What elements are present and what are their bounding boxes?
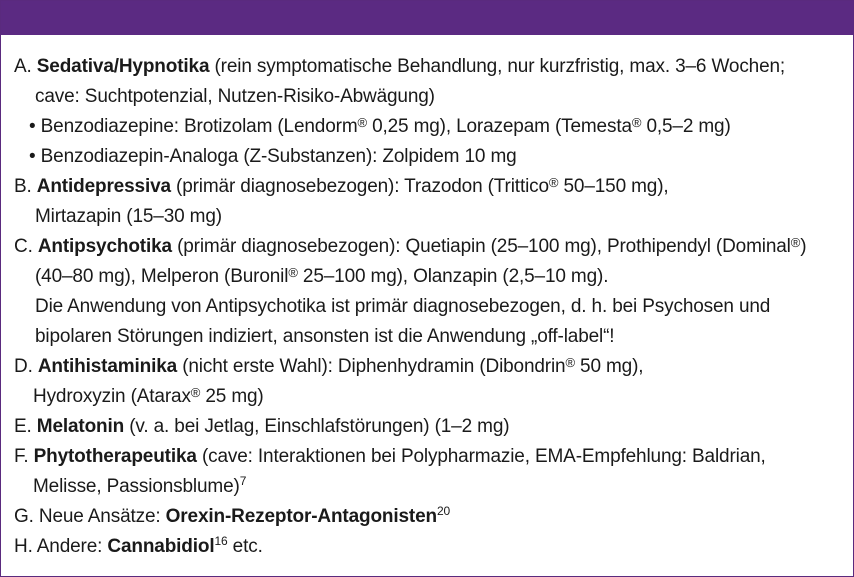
bullet-1-text-end: 0,5–2 mg) [641,116,731,137]
registered-mark: ® [288,265,298,280]
header-bar [1,1,853,35]
item-e-text: (v. a. bei Jetlag, Einschlafstörungen) (1–2 mg) [124,416,510,437]
item-b-line1 [14,175,669,199]
item-c-text-2: (40–80 mg), Melperon (Buronil [35,266,289,287]
item-c-heading: Antipsychotika [37,236,172,257]
item-a-prefix: A. [14,56,37,77]
footnote-ref: 7 [239,474,247,488]
registered-mark: ® [548,175,559,190]
item-d-text: (nicht erste Wahl): Diphenhydramin (Dibondrin [177,356,566,377]
item-f-line1 [14,445,766,469]
item-a-line1 [14,55,785,79]
item-c-line4 [35,325,614,349]
item-d-text-2-end: 25 mg) [200,386,264,407]
item-c-line1 [14,235,806,259]
item-d-line1 [14,355,643,379]
item-c-note-2: bipolaren Störungen indiziert, ansonsten ist die Anwendung „off-label“! [35,326,615,347]
registered-mark: ® [357,115,367,130]
item-b-text-end: 50–150 mg), [558,176,669,197]
item-a-heading: Sedativa/Hypnotika [36,56,210,77]
item-f-text: (cave: Interaktionen bei Polypharmazie, EMA-Empfehlung: Baldrian, [196,446,766,467]
item-e-heading: Melatonin [36,416,125,437]
registered-mark: ® [790,235,801,250]
item-h-heading: Cannabidiol [107,536,215,557]
item-b-text-2: Mirtazapin (15–30 mg) [35,206,222,227]
item-a-text-2: cave: Suchtpotenzial, Nutzen-Risiko-Abwägung) [35,86,435,107]
item-d-prefix: D. [14,356,38,377]
item-f-text-2: Melisse, Passionsblume) [33,476,240,497]
item-a-bullet-2 [29,145,517,169]
item-c-line3 [35,295,770,319]
registered-mark: ® [565,355,575,370]
item-c-note-1: Die Anwendung von Antipsychotika ist primär diagnosebezogen, d. h. bei Psychosen und [35,296,771,317]
registered-mark: ® [190,385,201,400]
item-d-heading: Antihistaminika [37,356,178,377]
item-g-prefix: G. Neue Ansätze: [14,506,166,527]
item-f-heading: Phytotherapeutika [33,446,197,467]
registered-mark: ® [631,115,642,130]
item-f-prefix: F. [14,446,34,467]
item-c-line2 [35,265,608,289]
item-d-line2 [33,385,264,409]
item-d-text-2: Hydroxyzin (Atarax [33,386,191,407]
item-b-text: (primär diagnosebezogen): Trazodon (Trittico [170,176,549,197]
item-c-text: (primär diagnosebezogen): Quetiapin (25–100 mg), Prothipendyl (Dominal [171,236,791,257]
item-c-text-2-end: 25–100 mg), Olanzapin (2,5–10 mg). [297,266,609,287]
item-e-prefix: E. [14,416,37,437]
footnote-ref: 20 [436,504,451,518]
item-b-prefix: B. [14,176,37,197]
item-a-text: (rein symptomatische Behandlung, nur kurzfristig, max. 3–6 Wochen; [209,56,786,77]
item-e-line1 [14,415,509,439]
item-c-prefix: C. [14,236,38,257]
item-f-line2 [33,475,246,499]
item-a-line2 [35,85,435,109]
bullet-1-text: • Benzodiazepine: Brotizolam (Lendorm [29,116,358,137]
item-a-bullet-1 [29,115,731,139]
item-g-line1 [14,505,450,529]
content-area [1,35,853,576]
bullet-2-text: • Benzodiazepin-Analoga (Z-Substanzen): Zolpidem 10 mg [29,146,517,167]
item-d-text-end: 50 mg), [574,356,644,377]
bullet-1-text-mid: 0,25 mg), Lorazepam (Temesta [366,116,632,137]
item-c-text-end: ) [800,236,807,257]
item-b-heading: Antidepressiva [36,176,171,197]
item-h-line1 [14,535,263,559]
item-h-prefix: H. Andere: [14,536,108,557]
item-h-text: etc. [227,536,263,557]
item-b-line2 [35,205,222,229]
footnote-ref: 16 [214,534,228,548]
item-g-heading: Orexin-Rezeptor-Antagonisten [165,506,437,527]
